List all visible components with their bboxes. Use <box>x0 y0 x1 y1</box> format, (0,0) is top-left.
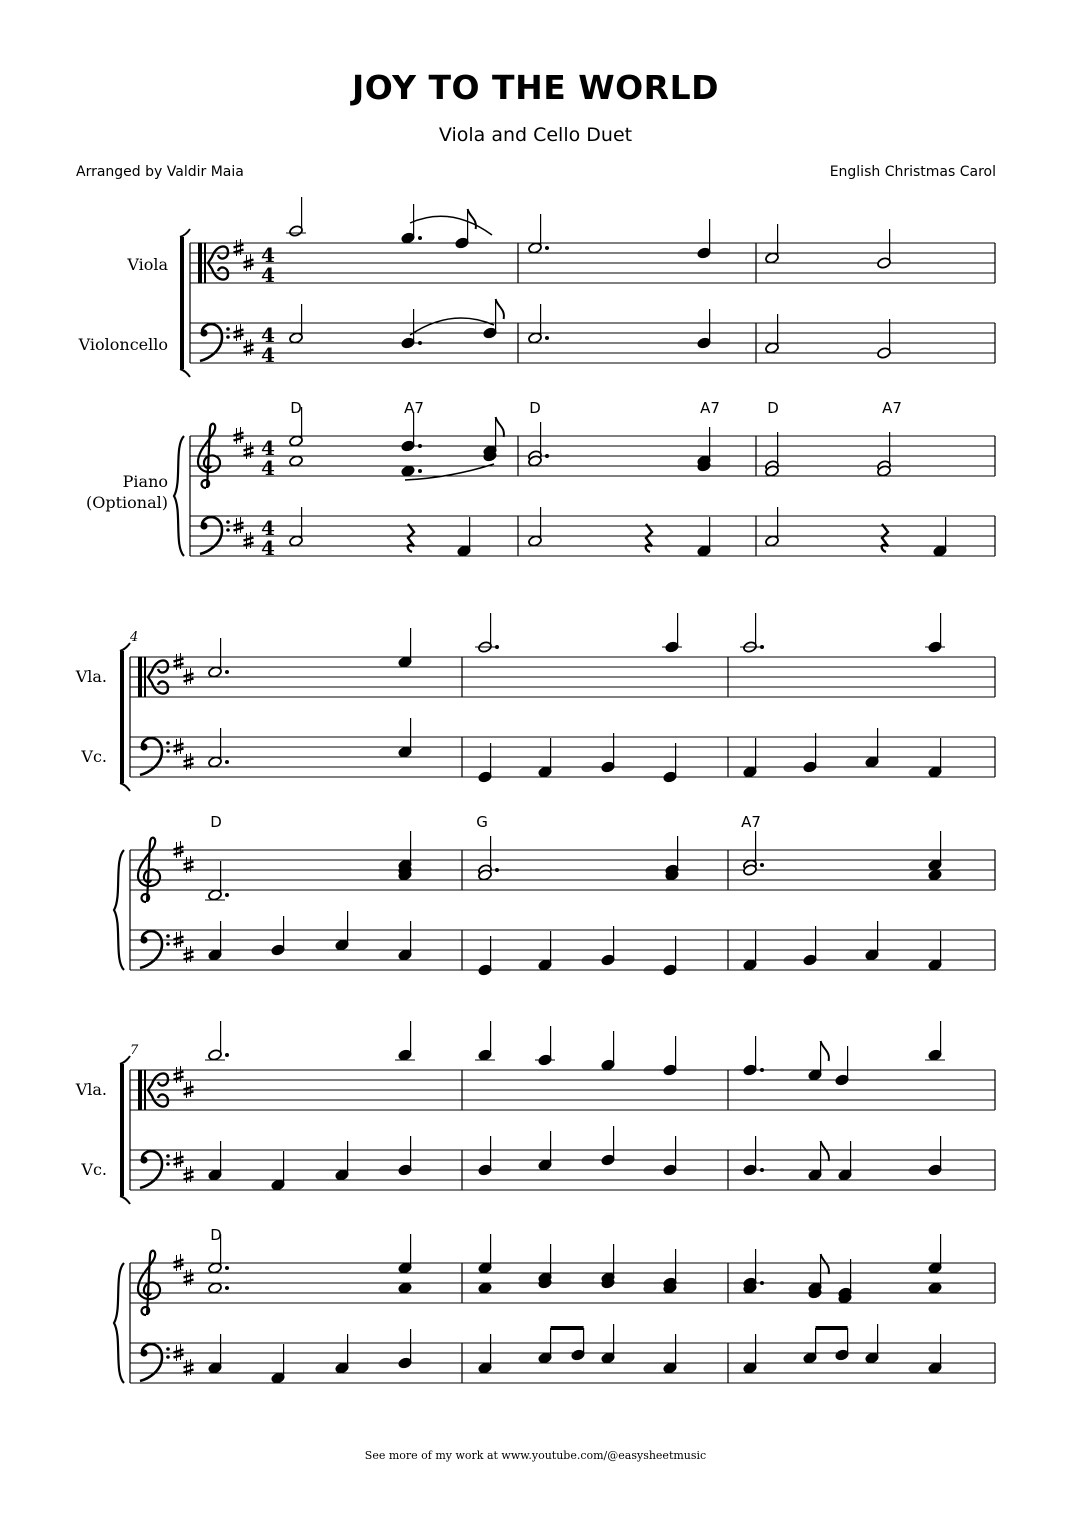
chord-symbol: A7 <box>404 399 424 417</box>
chord-symbol: D <box>290 399 302 417</box>
bass-clef-dot <box>140 1349 147 1356</box>
sharp-stroke <box>174 744 184 747</box>
alto-clef <box>144 657 146 697</box>
measure-number: 4 <box>130 630 139 645</box>
sharp-stroke <box>174 1077 184 1080</box>
slur <box>410 318 494 335</box>
note-flag <box>821 1141 829 1161</box>
sharp-stroke <box>234 335 244 338</box>
sharp-stroke <box>234 523 244 526</box>
instrument-label-cello-short: Vc. <box>81 1160 107 1179</box>
sharp-stroke <box>184 679 194 682</box>
chord-symbol: D <box>210 1226 222 1244</box>
sharp-stroke <box>174 847 184 850</box>
note-head <box>928 1282 943 1295</box>
augmentation-dot <box>760 1281 764 1285</box>
sharp-stroke <box>184 1365 194 1368</box>
alto-clef <box>138 1070 142 1110</box>
augmentation-dot <box>418 469 422 473</box>
chord-symbol: G <box>476 813 488 831</box>
time-signature-numerator: 4 <box>261 516 275 540</box>
bass-clef-dot <box>226 528 230 532</box>
piano-brace <box>114 850 124 970</box>
augmentation-dot <box>418 236 422 240</box>
sharp-stroke <box>174 1355 184 1358</box>
sharp-stroke <box>184 1172 194 1175</box>
bass-clef-dot <box>200 522 207 529</box>
note-flag <box>496 417 504 437</box>
sharp-stroke <box>184 867 194 870</box>
augmentation-dot <box>225 670 229 674</box>
system-bracket <box>120 643 130 651</box>
augmentation-dot <box>760 863 764 867</box>
sharp-stroke <box>174 1265 184 1268</box>
sharp-stroke <box>184 1370 194 1373</box>
augmentation-dot <box>495 645 499 649</box>
sharp-stroke <box>184 1177 194 1180</box>
sharp-stroke <box>244 538 254 541</box>
chord-symbol: D <box>529 399 541 417</box>
bass-clef-dot <box>140 936 147 943</box>
bass-clef-dot <box>200 329 207 336</box>
bass-clef-dot <box>166 1154 170 1158</box>
sharp-stroke <box>184 957 194 960</box>
system-bracket <box>120 1196 130 1204</box>
instrument-label-viola: Viola <box>127 255 168 274</box>
chord-symbol: D <box>767 399 779 417</box>
augmentation-dot <box>225 893 229 897</box>
bass-clef-dot <box>166 1162 170 1166</box>
augmentation-dot <box>760 1068 764 1072</box>
note-head <box>398 1282 413 1295</box>
system-bracket <box>180 229 190 237</box>
time-signature-denominator: 4 <box>261 263 275 287</box>
time-signature-denominator: 4 <box>261 343 275 367</box>
sharp-stroke <box>174 664 184 667</box>
augmentation-dot <box>225 1266 229 1270</box>
instrument-label-viola-short: Vla. <box>75 1080 107 1099</box>
piano-brace <box>114 1263 124 1383</box>
sharp-stroke <box>234 438 244 441</box>
system-bracket <box>120 783 130 791</box>
system-bracket <box>180 369 190 377</box>
sharp-stroke <box>244 448 254 451</box>
alto-clef <box>198 243 202 283</box>
slur <box>410 216 492 235</box>
time-signature-numerator: 4 <box>261 323 275 347</box>
bass-clef-dot <box>226 327 230 331</box>
bass-clef-dot <box>166 1355 170 1359</box>
sharp-stroke <box>244 265 254 268</box>
bass-clef-dot <box>166 934 170 938</box>
quarter-rest <box>882 524 888 552</box>
augmentation-dot <box>545 336 549 340</box>
chord-symbol: A7 <box>741 813 761 831</box>
sharp-stroke <box>184 1275 194 1278</box>
bass-clef-dot <box>166 942 170 946</box>
sharp-stroke <box>234 250 244 253</box>
sharp-stroke <box>244 543 254 546</box>
sharp-stroke <box>174 1260 184 1263</box>
piano-brace <box>174 436 184 556</box>
bass-clef-dot <box>166 1347 170 1351</box>
bass-clef-dot <box>166 741 170 745</box>
quarter-rest <box>646 524 652 552</box>
score-subtitle: Viola and Cello Duet <box>438 124 633 146</box>
sharp-stroke <box>174 1072 184 1075</box>
sharp-stroke <box>184 862 194 865</box>
augmentation-dot <box>545 246 549 250</box>
sharp-stroke <box>174 852 184 855</box>
bass-clef-dot <box>140 1156 147 1163</box>
augmentation-dot <box>418 341 422 345</box>
measure-number: 7 <box>130 1043 139 1058</box>
sharp-stroke <box>184 1280 194 1283</box>
note-head <box>289 455 304 468</box>
augmentation-dot <box>225 1053 229 1057</box>
augmentation-dot <box>545 454 549 458</box>
sharp-stroke <box>184 759 194 762</box>
time-signature-numerator: 4 <box>261 243 275 267</box>
instrument-label-viola-short: Vla. <box>75 667 107 686</box>
sharp-stroke <box>184 674 194 677</box>
sharp-stroke <box>184 952 194 955</box>
augmentation-dot <box>225 760 229 764</box>
chord-symbol: D <box>210 813 222 831</box>
sharp-stroke <box>244 345 254 348</box>
sharp-stroke <box>174 749 184 752</box>
sharp-stroke <box>244 453 254 456</box>
sharp-stroke <box>174 1162 184 1165</box>
note-head <box>928 869 943 882</box>
bass-clef-dot <box>166 749 170 753</box>
sharp-stroke <box>234 330 244 333</box>
instrument-label-optional: (Optional) <box>86 493 168 512</box>
system-bracket <box>120 1056 130 1064</box>
bass-clef-dot <box>226 520 230 524</box>
alto-clef <box>138 657 142 697</box>
augmentation-dot <box>760 645 764 649</box>
augmentation-dot <box>760 1168 764 1172</box>
instrument-label-cello: Violoncello <box>78 335 168 354</box>
arranger-credit: Arranged by Valdir Maia <box>76 164 244 180</box>
sharp-stroke <box>174 1157 184 1160</box>
bass-clef-dot <box>140 743 147 750</box>
note-head <box>208 1282 223 1295</box>
footer-credit: See more of my work at www.youtube.com/@easysheetmusic <box>364 1449 707 1462</box>
sharp-stroke <box>184 1087 194 1090</box>
sharp-stroke <box>174 659 184 662</box>
sharp-stroke <box>234 433 244 436</box>
score-title: JOY TO THE WORLD <box>351 68 720 107</box>
augmentation-dot <box>225 1286 229 1290</box>
sharp-stroke <box>184 764 194 767</box>
chord-symbol: A7 <box>700 399 720 417</box>
quarter-rest <box>408 524 414 552</box>
instrument-label-cello-short: Vc. <box>81 747 107 766</box>
sharp-stroke <box>174 1350 184 1353</box>
sharp-stroke <box>234 245 244 248</box>
sharp-stroke <box>184 1092 194 1095</box>
sharp-stroke <box>244 350 254 353</box>
note-flag <box>821 1254 829 1274</box>
note-flag <box>468 209 476 229</box>
time-signature-numerator: 4 <box>261 436 275 460</box>
augmentation-dot <box>418 444 422 448</box>
time-signature-denominator: 4 <box>261 456 275 480</box>
composer-credit: English Christmas Carol <box>829 164 996 180</box>
alto-clef <box>204 243 206 283</box>
time-signature-denominator: 4 <box>261 536 275 560</box>
sharp-stroke <box>244 260 254 263</box>
sharp-stroke <box>234 528 244 531</box>
note-flag <box>496 299 504 319</box>
chord-symbol: A7 <box>882 399 902 417</box>
alto-clef <box>144 1070 146 1110</box>
sharp-stroke <box>174 937 184 940</box>
note-head <box>478 1282 493 1295</box>
sharp-stroke <box>174 942 184 945</box>
note-head <box>401 465 416 478</box>
instrument-label-piano: Piano <box>122 472 168 491</box>
note-flag <box>821 1041 829 1061</box>
augmentation-dot <box>495 868 499 872</box>
bass-clef-dot <box>226 335 230 339</box>
